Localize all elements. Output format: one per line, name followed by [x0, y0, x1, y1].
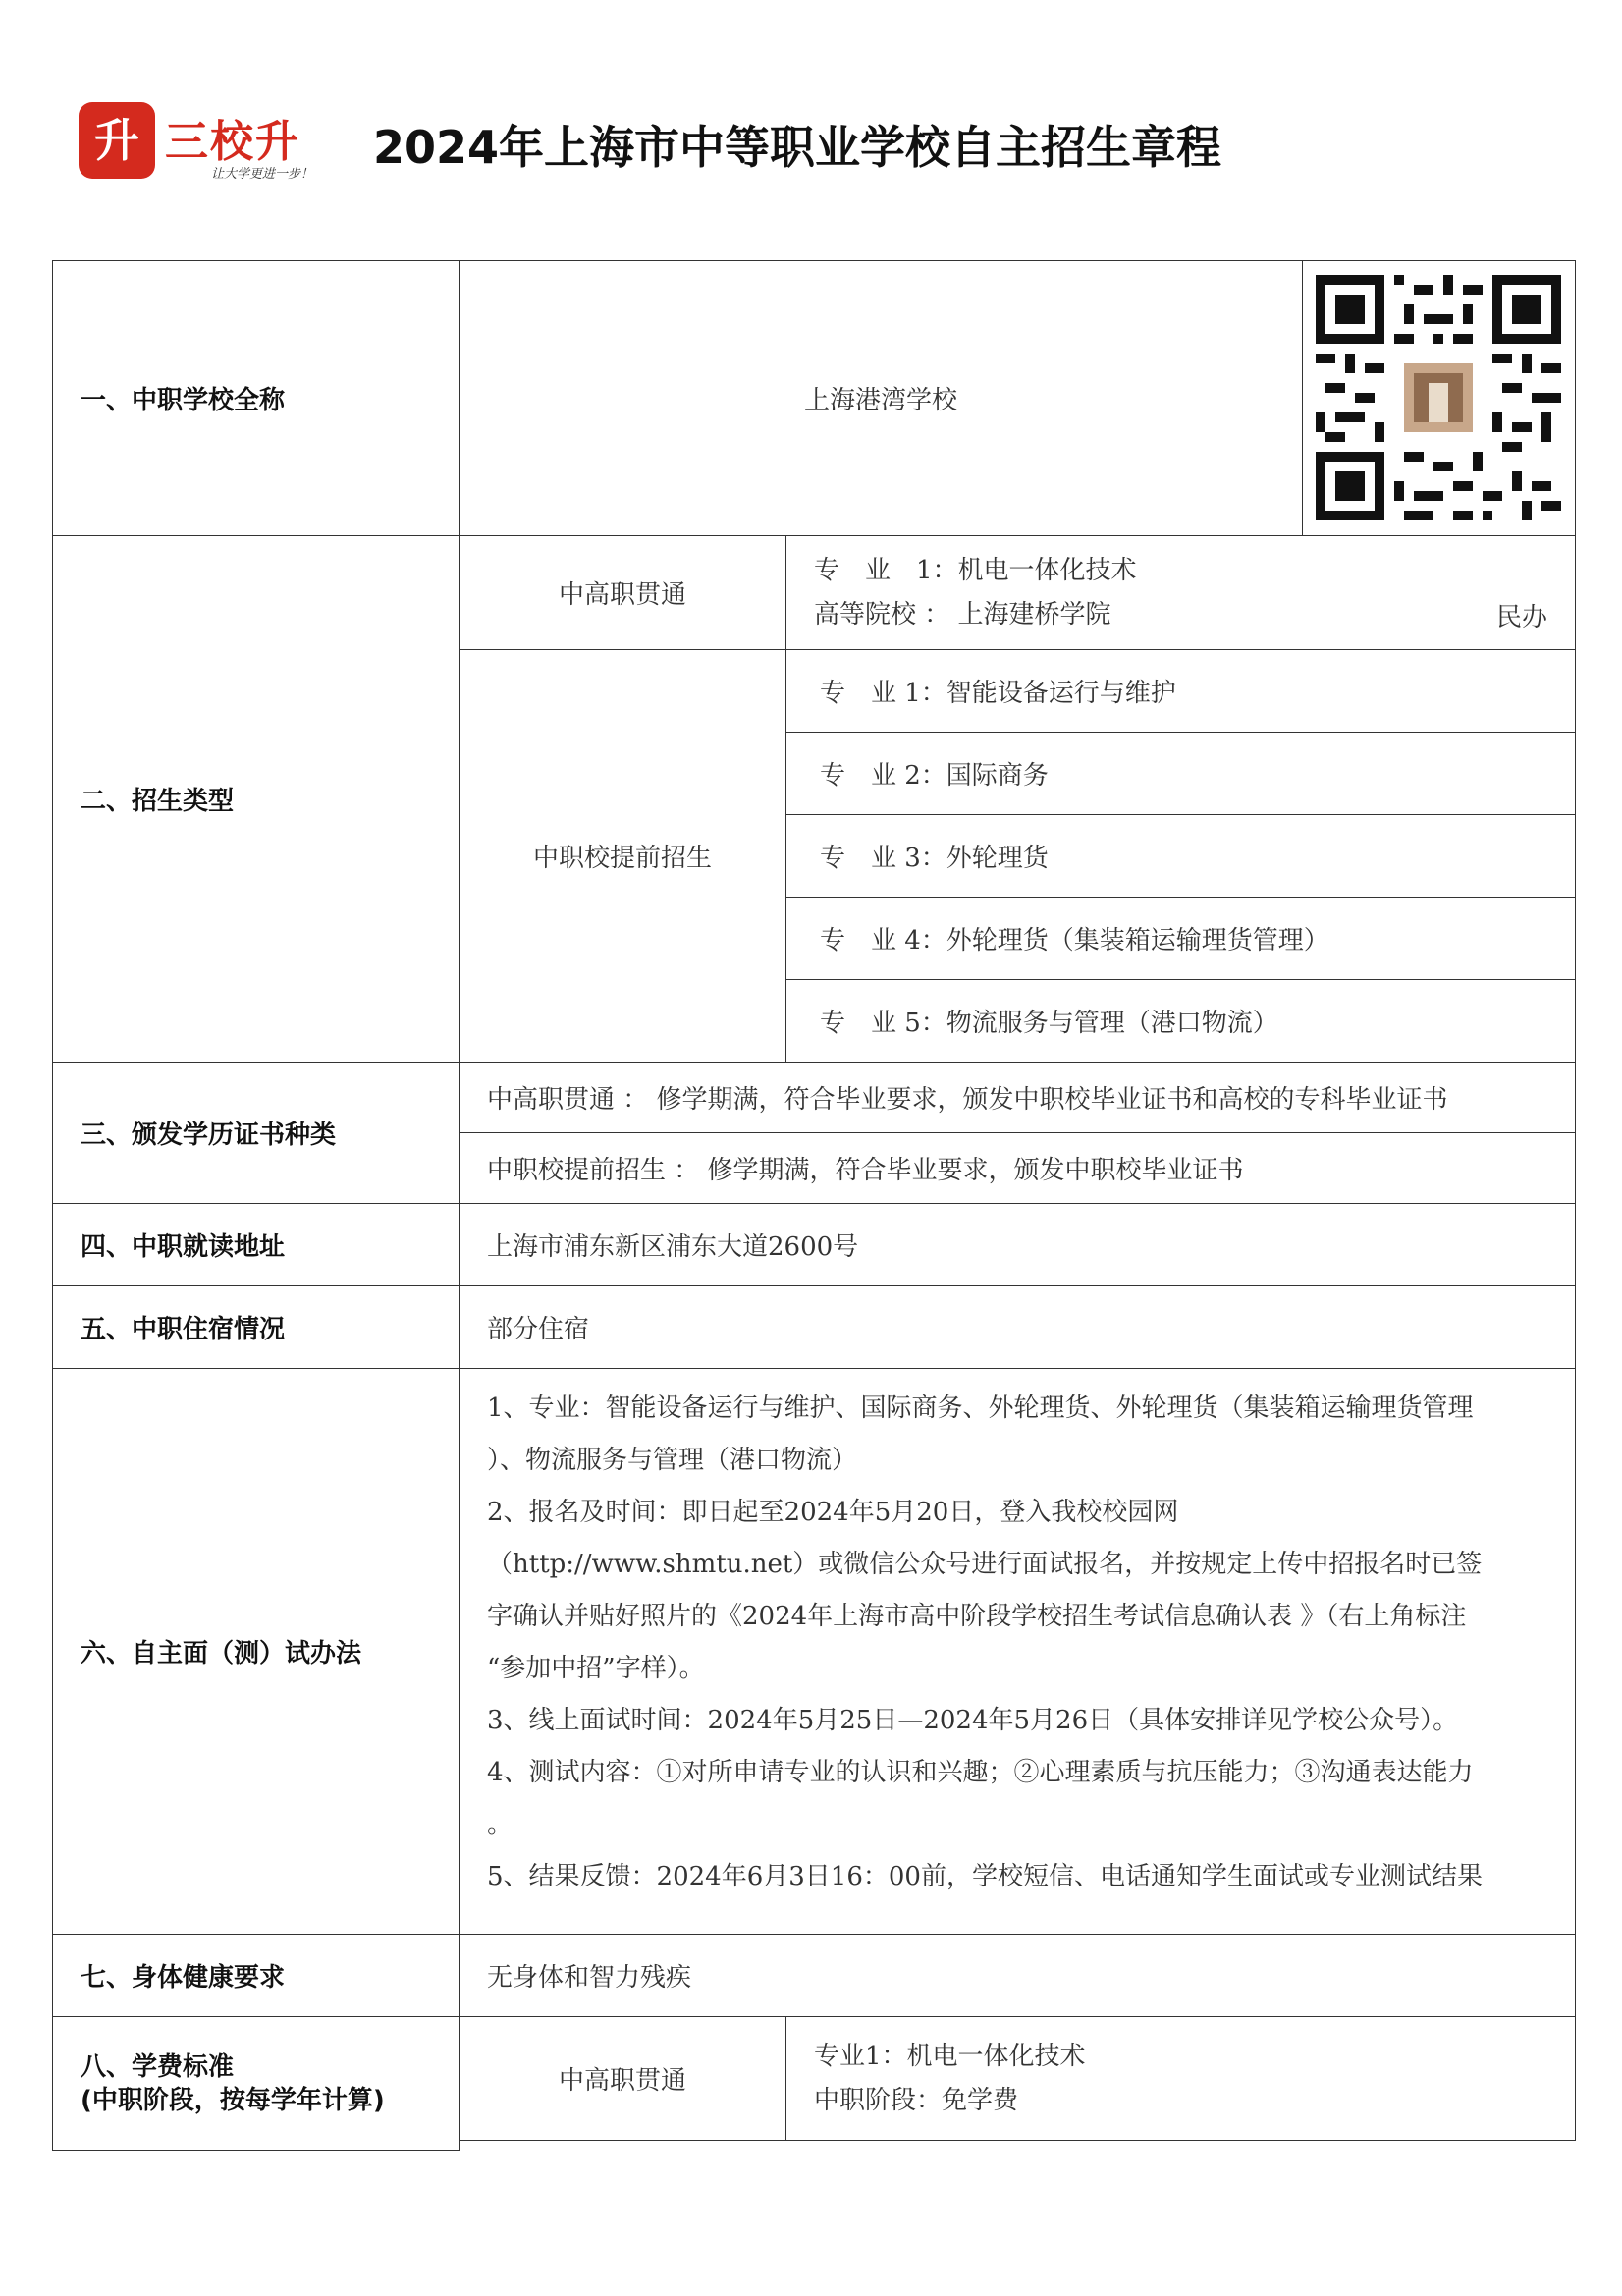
method-line: 1、专业：智能设备运行与维护、国际商务、外轮理货、外轮理货（集装箱运输理货管理	[487, 1394, 1474, 1423]
method-line: 2、报名及时间：即日起至2024年5月20日，登入我校校园网	[487, 1498, 1179, 1527]
certificate-early: 中职校提前招生 ： 修学期满，符合毕业要求，颁发中职校毕业证书	[459, 1132, 1576, 1204]
qr-code-cell	[1302, 260, 1576, 536]
method-line: 5、结果反馈：2024年6月3日16：00前，学校短信、电话通知学生面试或专业测试结果	[487, 1862, 1483, 1891]
tuition-detail	[785, 2016, 1576, 2141]
college-type-badge: 民办	[1495, 603, 1547, 632]
health-value: 无身体和智力残疾	[459, 1934, 1576, 2017]
logo-slogan: 让大学更进一步！	[211, 167, 314, 182]
method-line: 。	[487, 1810, 514, 1839]
qr-code-icon	[1316, 275, 1561, 520]
joint-program-label: 中高职贯通	[459, 535, 786, 650]
certificate-label: 三、颁发学历证书种类	[52, 1062, 460, 1204]
logo-name: 三校升	[165, 117, 300, 167]
method-line: 字确认并贴好照片的《2024年上海市高中阶段学校招生考试信息确认表 》（右上角标注	[487, 1602, 1467, 1631]
early-major-2: 专 业 2：国际商务	[785, 732, 1576, 815]
tuition-label-note: (中职阶段，按每学年计算)	[81, 2085, 385, 2115]
address-value: 上海市浦东新区浦东大道2600号	[459, 1203, 1576, 1286]
school-name-value: 上海港湾学校	[459, 260, 1303, 536]
method-line: （http://www.shmtu.net）或微信公众号进行面试报名，并按规定上传中招报名时已签	[487, 1550, 1483, 1579]
address-label: 四、中职就读地址	[52, 1203, 460, 1286]
interview-method-label: 六、自主面（测）试办法	[52, 1368, 460, 1935]
page-header	[79, 98, 1551, 206]
early-admission-label: 中职校提前招生	[459, 649, 786, 1063]
lodging-label: 五、中职住宿情况	[52, 1285, 460, 1369]
method-line: “参加中招”字样）。	[487, 1654, 705, 1683]
method-line: ）、物流服务与管理（港口物流）	[487, 1446, 858, 1475]
early-major-1: 专 业 1：智能设备运行与维护	[785, 649, 1576, 733]
method-line: 4、测试内容：①对所申请专业的认识和兴趣；②心理素质与抗压能力；③沟通表达能力	[487, 1758, 1474, 1787]
early-major-5: 专 业 5：物流服务与管理（港口物流）	[785, 979, 1576, 1063]
school-name-label: 一、中职学校全称	[52, 260, 460, 536]
tuition-fee: 中职阶段：免学费	[814, 2085, 1019, 2115]
joint-major: 专 业 1：机电一体化技术	[814, 555, 1137, 585]
early-major-4: 专 业 4：外轮理货（集装箱运输理货管理）	[785, 897, 1576, 980]
tuition-label-title: 八、学费标准	[81, 2051, 235, 2082]
method-line: 3、线上面试时间：2024年5月25日—2024年5月26日（具体安排详见学校公众号）。	[487, 1706, 1459, 1735]
brand-logo	[79, 102, 314, 191]
admission-type-label: 二、招生类型	[52, 535, 460, 1063]
joint-program-detail	[785, 535, 1576, 650]
document-title: 2024年上海市中等职业学校自主招生章程	[373, 121, 1222, 174]
health-label: 七、身体健康要求	[52, 1934, 460, 2017]
certificate-joint: 中高职贯通 ： 修学期满，符合毕业要求，颁发中职校毕业证书和高校的专科毕业证书	[459, 1062, 1576, 1133]
tuition-label	[52, 2016, 460, 2151]
tuition-major: 专业1：机电一体化技术	[814, 2041, 1086, 2071]
interview-method-detail	[459, 1368, 1576, 1935]
early-major-3: 专 业 3：外轮理货	[785, 814, 1576, 898]
lodging-value: 部分住宿	[459, 1285, 1576, 1369]
logo-mark: 升	[79, 102, 155, 179]
joint-college: 高等院校 ： 上海建桥学院	[814, 599, 1111, 629]
tuition-program-type: 中高职贯通	[459, 2016, 786, 2141]
